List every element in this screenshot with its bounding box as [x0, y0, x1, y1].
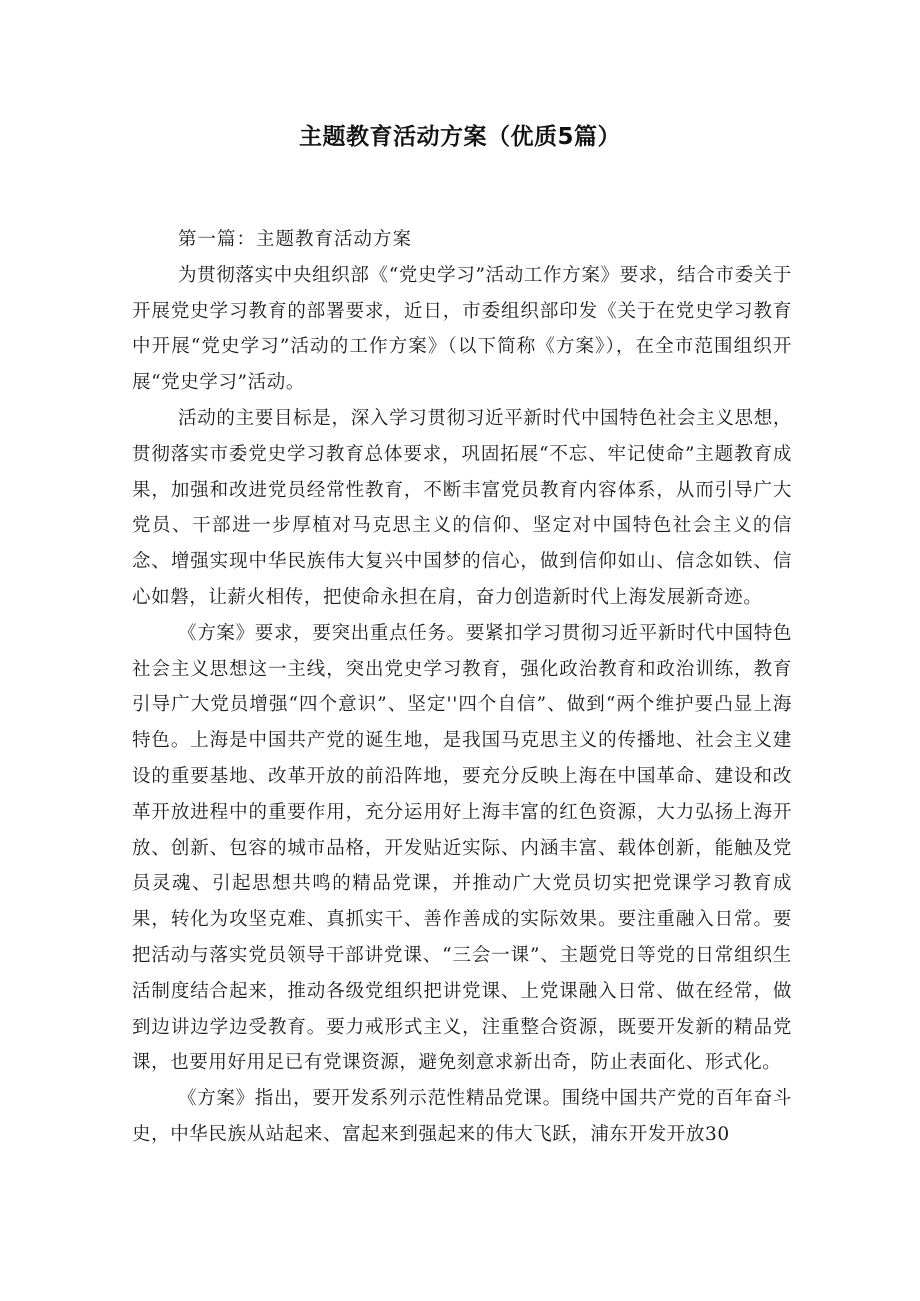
paragraph-3: 《方案》要求，要突出重点任务。要紧扣学习贯彻习近平新时代中国特色社会主义思想这一主线，突出党史学习教育，强化政治教育和政治训练，教育引导广大党员增强“四个意识”、坚定''四个自信”、做到“两个维护要凸显上海特色。上海是中国共产党的诞生地，是我国马克思主义的传播地、社会主义建设的重要基地、改革开放的前沿阵地，要充分反映上海在中国革命、建设和改革开放进程中的重要作用，充分运用好上海丰富的红色资源，大力弘扬上海开放、创新、包容的城市品格，开发贴近实际、内涵丰富、载体创新，能触及党员灵魂、引起思想共鸣的精品党课，并推动广大党员切实把党课学习教育成果，转化为攻坚克难、真抓实干、善作善成的实际效果。要注重融入日常。要把活动与落实党员领导干部讲党课、“三会一课”、主题党日等党的日常组织生活制度结合起来，推动各级党组织把讲党课、上党课融入日常、做在经常，做到边讲边学边受教育。要力戒形式主义，注重整合资源，既要开发新的精品党课，也要用好用足已有党课资源，避免刻意求新出奇，防止表面化、形式化。: [132, 622, 792, 1074]
section-heading: 第一篇：主题教育活动方案: [178, 229, 413, 250]
paragraph-2: 活动的主要目标是，深入学习贯彻习近平新时代中国特色社会主义思想，贯彻落实市委党史学习教育总体要求，巩固拓展“不忘、牢记使命”主题教育成果，加强和改进党员经常性教育，不断丰富党员教育内容体系，从而引导广大党员、干部进一步厚植对马克思主义的信仰、坚定对中国特色社会主义的信念、增强实现中华民族伟大复兴中国梦的信心，做到信仰如山、信念如铁、信心如磐，让薪火相传，把使命永担在肩，奋力创造新时代上海发展新奇迹。: [132, 407, 792, 608]
paragraph-1: 为贯彻落实中央组织部《“党史学习”活动工作方案》要求，结合市委关于开展党史学习教育的部署要求，近日，市委组织部印发《关于在党史学习教育中开展“党史学习”活动的工作方案》（以下简称《方案》），在全市范围组织开展“党史学习”活动。: [132, 264, 792, 394]
document-title: 主题教育活动方案（优质5篇）: [298, 124, 621, 150]
document-body: [132, 222, 792, 1153]
paragraph-4: 《方案》指出，要开发系列示范性精品党课。围绕中国共产党的百年奋斗史，中华民族从站起来、富起来到强起来的伟大飞跃，浦东开发开放30: [132, 1088, 792, 1145]
